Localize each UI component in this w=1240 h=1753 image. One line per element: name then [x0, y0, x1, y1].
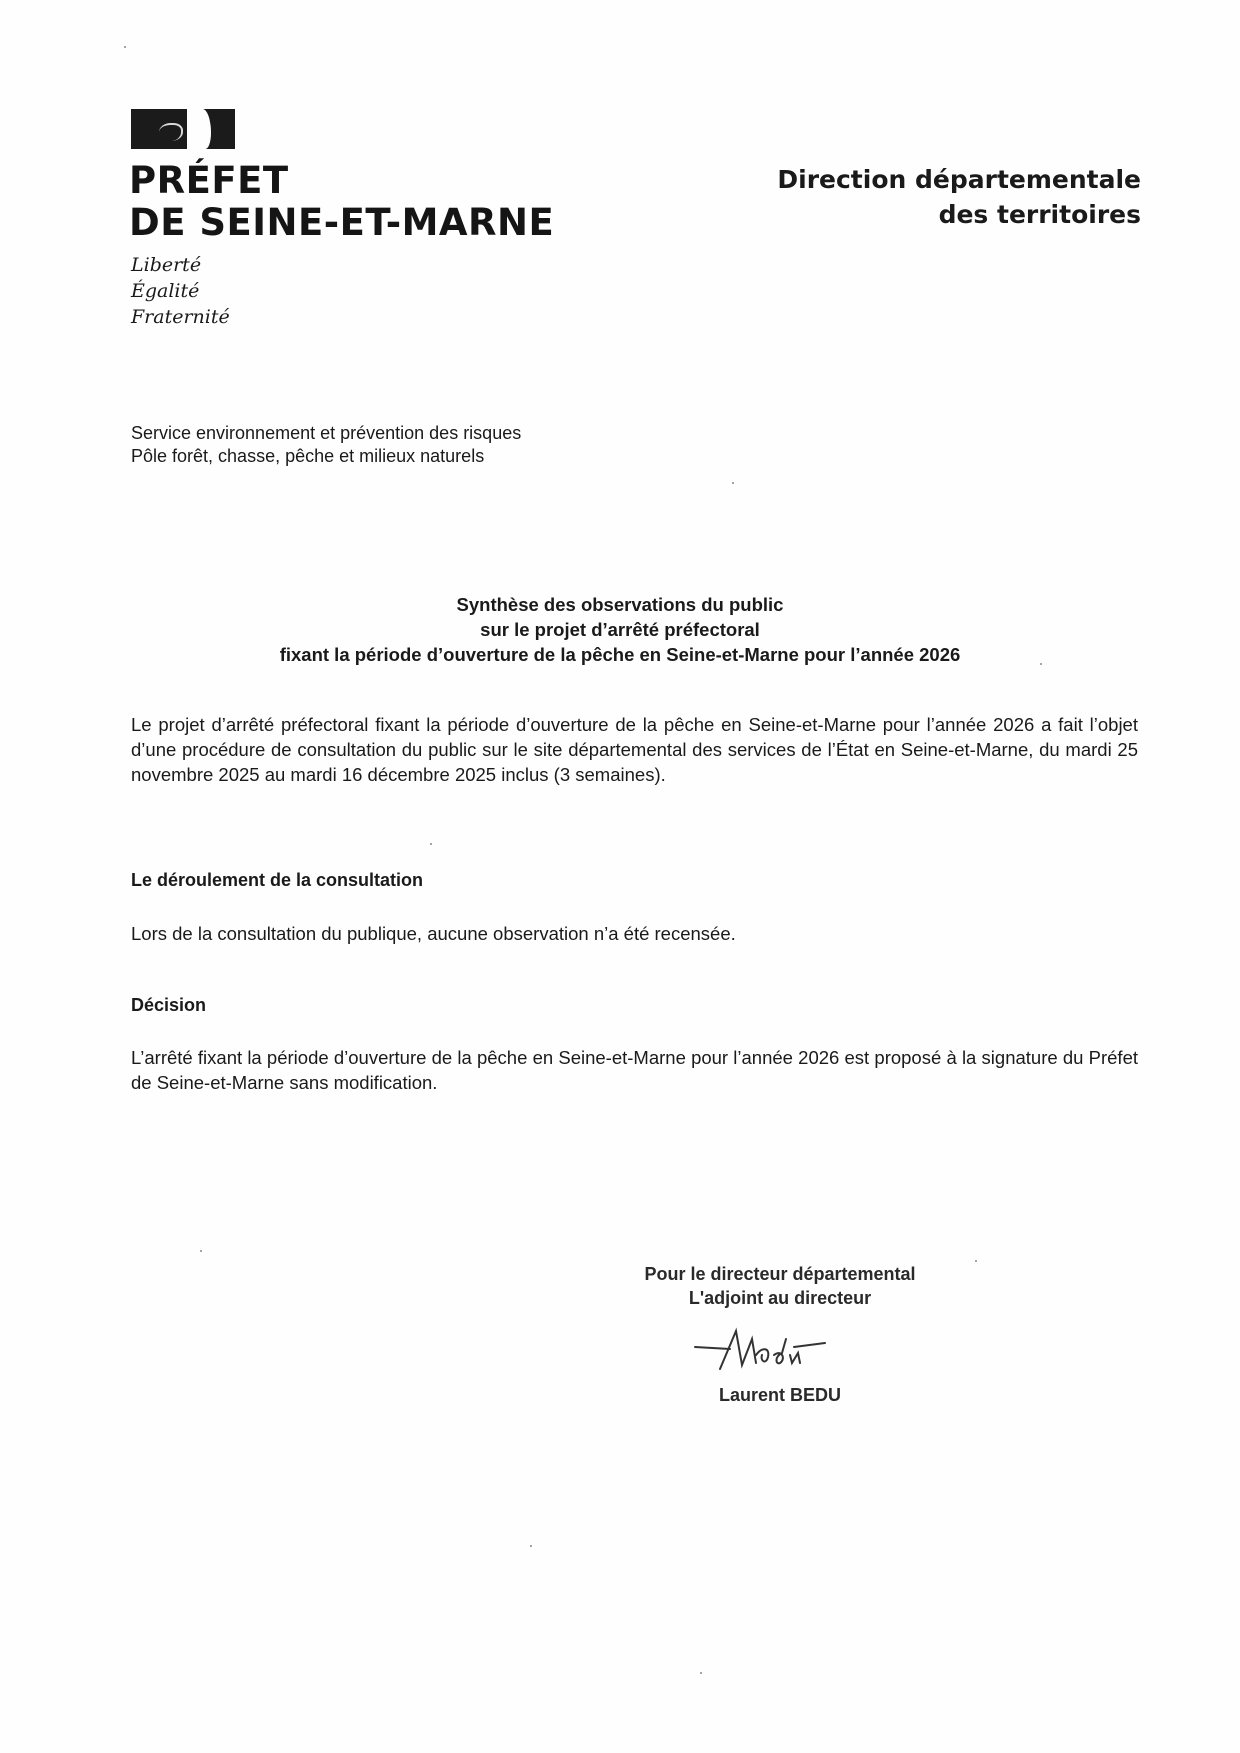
section-body-decision: L’arrêté fixant la période d’ouverture de la pêche en Seine-et-Marne pour l’année 2026 est proposé à la signature du Préfet de Seine-et-Marne sans modification. [131, 1047, 1138, 1093]
service-line-1: Service environnement et prévention des risques [131, 423, 522, 443]
scan-speck [1040, 663, 1042, 665]
prefet-line-2: DE SEINE-ET-MARNE [129, 201, 555, 244]
handwritten-signature-icon [690, 1325, 830, 1375]
scan-speck [530, 1545, 532, 1547]
section-heading-decision: Décision [131, 995, 207, 1015]
republic-motto [131, 252, 230, 330]
service-line-2: Pôle forêt, chasse, pêche et milieux naturels [131, 446, 485, 466]
scan-speck [975, 1260, 977, 1262]
intro-paragraph: Le projet d’arrêté préfectoral fixant la période d’ouverture de la pêche en Seine-et-Marne pour l’année 2026 a fait l’objet d’une procédure de consultation du public sur le site départemental des services de l’État en Seine-et-Marne, du mardi 25 novembre 2025 au mardi 16 décembre 2025 inclus (3 semaines). [131, 714, 1138, 785]
scan-speck [700, 1672, 702, 1674]
signature-line-2: L'adjoint au directeur [688, 1288, 872, 1308]
document-title [0, 592, 1240, 667]
title-line-3: fixant la période d’ouverture de la pêche en Seine-et-Marne pour l’année 2026 [279, 644, 961, 665]
prefecture-name [129, 160, 554, 244]
motto-egalite: Égalité [131, 280, 200, 302]
title-line-2: sur le projet d’arrêté préfectoral [480, 619, 760, 640]
scan-speck [124, 46, 126, 48]
section-heading-deroulement: Le déroulement de la consultation [131, 870, 424, 890]
prefet-line-1: PRÉFET [129, 159, 289, 202]
direction-line-1: Direction départementale [777, 165, 1141, 194]
section-body-deroulement: Lors de la consultation du publique, aucune observation n’a été recensée. [131, 923, 736, 944]
signature-line-1: Pour le directeur départemental [644, 1264, 916, 1284]
scan-speck [200, 1250, 202, 1252]
direction-line-2: des territoires [938, 200, 1141, 229]
scan-speck [430, 843, 432, 845]
signature-block [560, 1262, 1000, 1310]
scan-speck [732, 482, 734, 484]
signatory-name: Laurent BEDU [718, 1385, 841, 1405]
service-block [131, 422, 521, 468]
title-line-1: Synthèse des observations du public [456, 594, 784, 615]
marianne-logo-icon [131, 109, 235, 149]
direction-header [777, 162, 1141, 232]
motto-fraternite: Fraternité [131, 306, 230, 328]
motto-liberte: Liberté [131, 254, 202, 276]
